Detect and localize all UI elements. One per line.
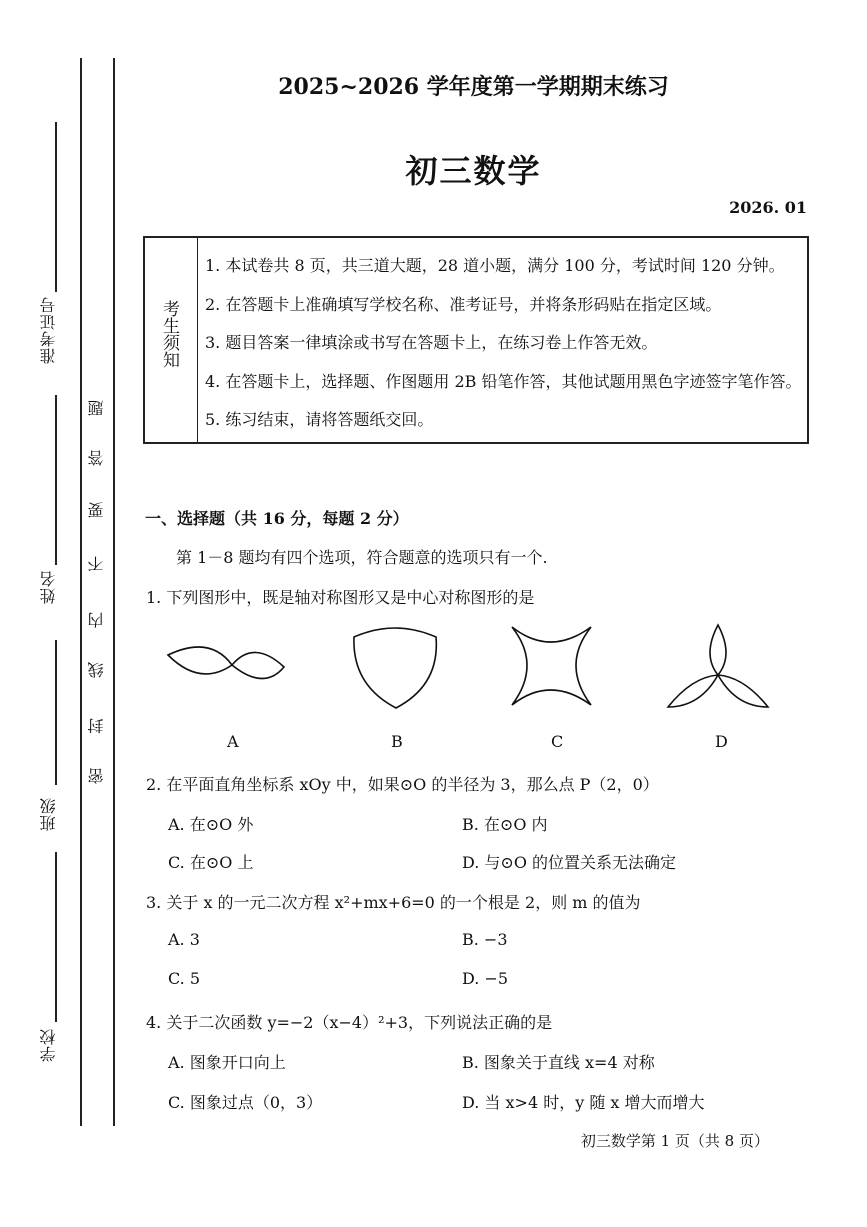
seal-char: 不 xyxy=(87,556,106,572)
question-3-option-c: C. 5 xyxy=(168,969,201,988)
question-4-option-b: B. 图象关于直线 x=4 对称 xyxy=(462,1053,655,1072)
question-2-stem: 2. 在平面直角坐标系 xOy 中，如果⊙O 的半径为 3，那么点 P（2，0） xyxy=(146,775,659,794)
class-line xyxy=(55,640,57,785)
question-4-option-d: D. 当 x>4 时，y 随 x 增大而增大 xyxy=(462,1093,705,1112)
figure-label-a: A xyxy=(227,732,239,751)
question-1-stem: 1. 下列图形中，既是轴对称图形又是中心对称图形的是 xyxy=(146,588,535,607)
notice-item: 2. 在答题卡上准确填写学校名称、准考证号，并将条形码贴在指定区域。 xyxy=(205,294,722,314)
binding-line-inner xyxy=(113,58,115,1126)
section-note: 第 1－8 题均有四个选项，符合题意的选项只有一个. xyxy=(176,548,548,567)
question-4-option-c: C. 图象过点（0，3） xyxy=(168,1093,323,1112)
name-line xyxy=(55,395,57,565)
notice-heading-cell xyxy=(145,238,198,442)
question-2-option-d: D. 与⊙O 的位置关系无法确定 xyxy=(462,853,677,872)
name-label: 姓名 xyxy=(39,570,58,604)
exam-id-label: 准考证号 xyxy=(39,296,58,364)
notice-item: 5. 练习结束，请将答题纸交回。 xyxy=(205,410,434,429)
question-2-option-c: C. 在⊙O 上 xyxy=(168,853,254,872)
notice-item: 4. 在答题卡上，选择题、作图题用 2B 铅笔作答，其他试题用黑色字迹签字笔作答。 xyxy=(205,371,802,391)
seal-char: 题 xyxy=(87,400,106,416)
exam-title: 2025~2026 学年度第一学期期末练习 xyxy=(278,74,669,100)
seal-char: 内 xyxy=(87,612,106,628)
notice-item: 1. 本试卷共 8 页，共三道大题，28 道小题，满分 100 分，考试时间 120 分钟。 xyxy=(205,256,785,275)
figure-label-b: B xyxy=(391,732,403,751)
seal-char: 线 xyxy=(87,662,106,678)
seal-char: 封 xyxy=(87,718,106,734)
seal-char: 密 xyxy=(87,768,106,784)
notice-list xyxy=(205,252,801,445)
seal-char: 要 xyxy=(87,502,106,518)
question-3-option-b: B. −3 xyxy=(462,930,508,949)
figure-a-two-leaves xyxy=(168,647,284,679)
exam-date: 2026. 01 xyxy=(729,198,807,217)
q1-figures xyxy=(140,615,800,725)
section-title: 一、选择题（共 16 分，每题 2 分） xyxy=(145,509,409,528)
notice-item: 3. 题目答案一律填涂或书写在答题卡上，在练习卷上作答无效。 xyxy=(205,333,658,352)
seal-char: 答 xyxy=(87,450,106,466)
notice-heading: 考生须知 xyxy=(159,300,179,368)
question-3-stem: 3. 关于 x 的一元二次方程 x²+mx+6=0 的一个根是 2，则 m 的值为 xyxy=(146,893,641,912)
question-2-option-b: B. 在⊙O 内 xyxy=(462,815,548,834)
figure-b-curved-triangle xyxy=(354,628,436,708)
question-2-option-a: A. 在⊙O 外 xyxy=(168,815,254,834)
question-3-option-a: A. 3 xyxy=(168,930,200,949)
page-footer: 初三数学第 1 页（共 8 页） xyxy=(580,1132,769,1150)
subject-title: 初三数学 xyxy=(405,152,542,190)
question-4-option-a: A. 图象开口向上 xyxy=(168,1053,286,1072)
question-4-stem: 4. 关于二次函数 y=−2（x−4）²+3，下列说法正确的是 xyxy=(146,1013,553,1032)
figure-label-c: C xyxy=(551,732,564,751)
figure-label-d: D xyxy=(715,732,728,751)
figure-c-concave-square xyxy=(512,627,591,705)
class-label: 班级 xyxy=(39,797,58,831)
school-label: 学校 xyxy=(39,1028,58,1062)
binding-line-outer xyxy=(80,58,82,1126)
question-3-option-d: D. −5 xyxy=(462,969,509,988)
notice-box xyxy=(143,236,809,444)
school-line xyxy=(55,852,57,1022)
figure-d-three-petals xyxy=(668,625,768,707)
